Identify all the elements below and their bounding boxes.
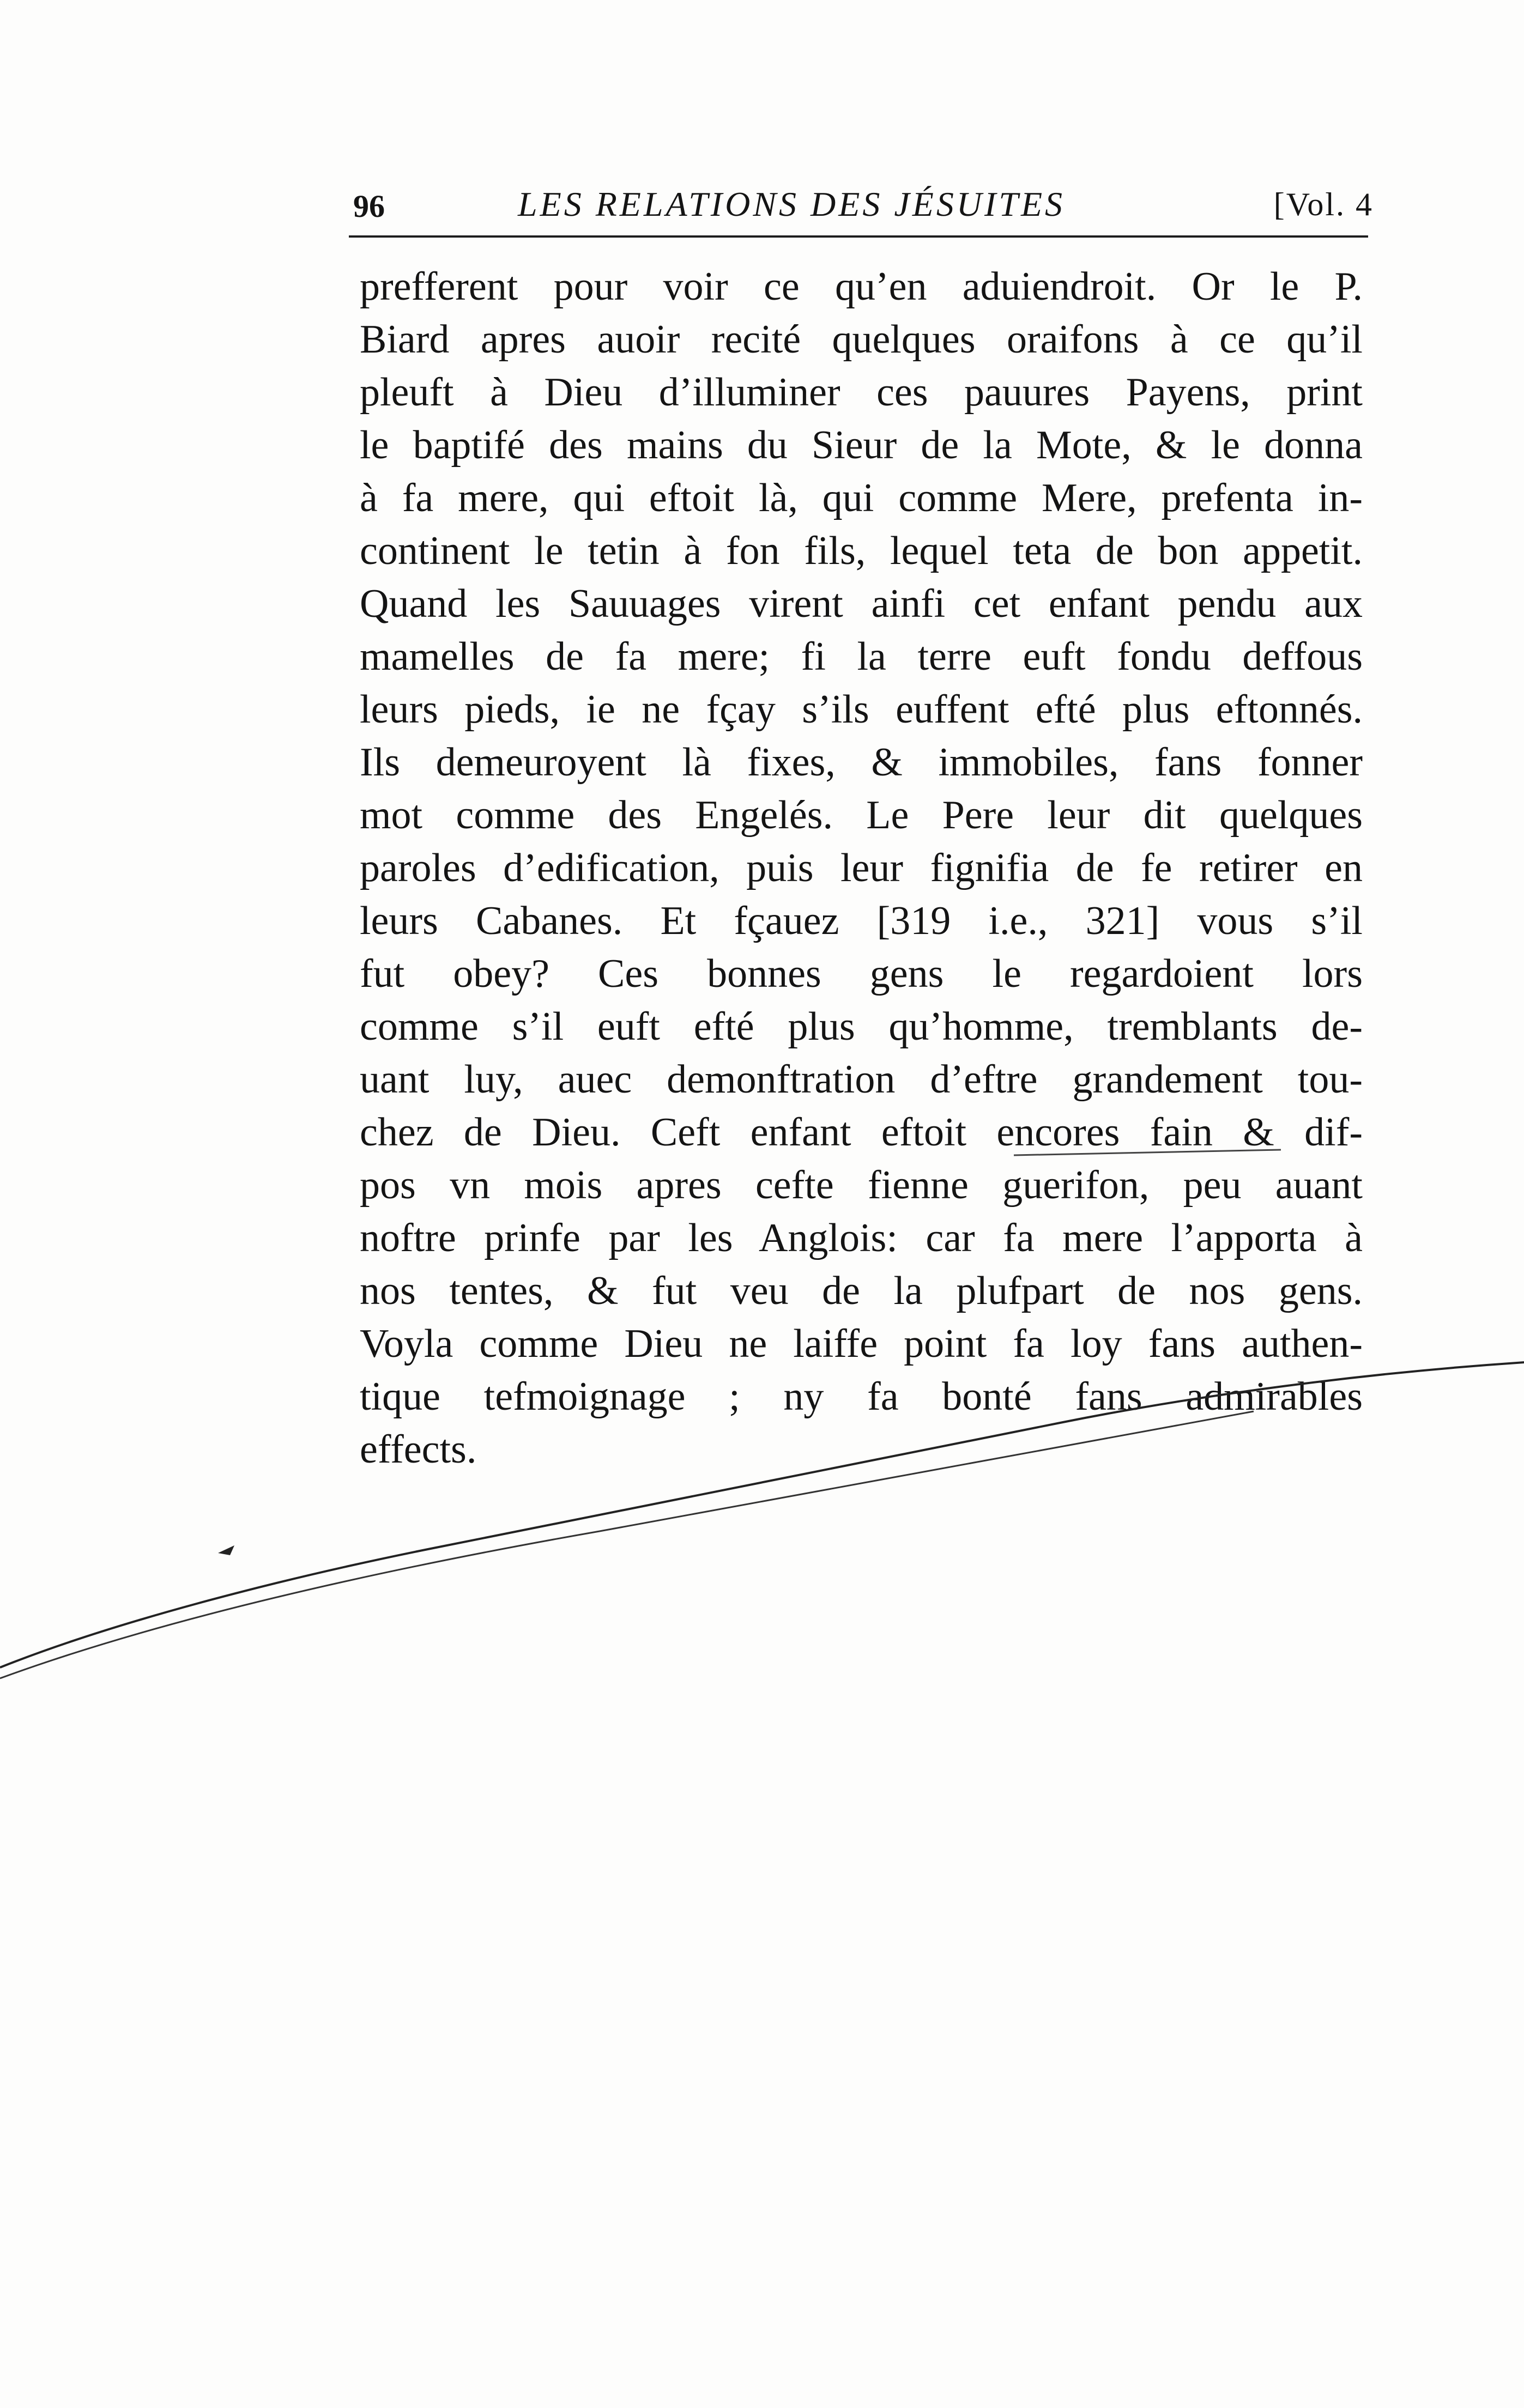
text-line: uant luy, auec demonftration d’eftre grandement tou- [360, 1057, 1363, 1102]
text-line: fut obey? Ces bonnes gens le regardoient lors [360, 951, 1363, 996]
text-line: Biard apres auoir recité quelques oraifons à ce qu’il [360, 317, 1363, 362]
text-line: pleuft à Dieu d’illuminer ces pauures Payens, print [360, 370, 1363, 415]
body-text [360, 260, 1363, 1476]
text-line: leurs Cabanes. Et fçauez [319 i.e., 321] vous s’il [360, 899, 1363, 943]
text-line: pos vn mois apres cefte fienne guerifon, peu auant [360, 1163, 1363, 1208]
text-line: mamelles de fa mere; fi la terre euft fondu deffous [360, 634, 1363, 679]
text-line: comme s’il euft efté plus qu’homme, tremblants de- [360, 1004, 1363, 1049]
text-line: continent le tetin à fon fils, lequel teta de bon appetit. [360, 529, 1363, 573]
text-line: mot comme des Engelés. Le Pere leur dit quelques [360, 793, 1363, 838]
text-line: paroles d’edification, puis leur fignifia de fe retirer en [360, 846, 1363, 890]
text-line: Quand les Sauuages virent ainfi cet enfant pendu aux [360, 581, 1363, 626]
text-line: à fa mere, qui eftoit là, qui comme Mere, prefenta in- [360, 476, 1363, 520]
volume-reference: [Vol. 4 [1273, 186, 1374, 222]
text-line: prefferent pour voir ce qu’en aduiendroit. Or le P. [360, 264, 1363, 309]
text-line: Voyla comme Dieu ne laiffe point fa loy fans authen- [360, 1321, 1363, 1366]
text-line: Ils demeuroyent là fixes, & immobiles, fans fonner [360, 740, 1363, 785]
text-line: tique tefmoignage ; ny fa bonté fans admirables [360, 1374, 1363, 1419]
header-rule [349, 235, 1368, 238]
running-header [349, 180, 1374, 229]
text-line: nos tentes, & fut veu de la plufpart de nos gens. [360, 1269, 1363, 1313]
text-line: leurs pieds, ie ne fçay s’ils euffent efté plus eftonnés. [360, 687, 1363, 732]
text-line: le baptifé des mains du Sieur de la Mote, & le donna [360, 423, 1363, 468]
running-title: LES RELATIONS DES JÉSUITES [518, 185, 1066, 223]
text-line: effects. [360, 1427, 477, 1472]
margin-mark [218, 1545, 234, 1555]
text-line: chez de Dieu. Ceft enfant eftoit encores fain & dif- [360, 1110, 1363, 1155]
page-number: 96 [353, 189, 385, 224]
text-line: noftre prinfe par les Anglois: car fa mere l’apporta à [360, 1216, 1363, 1260]
